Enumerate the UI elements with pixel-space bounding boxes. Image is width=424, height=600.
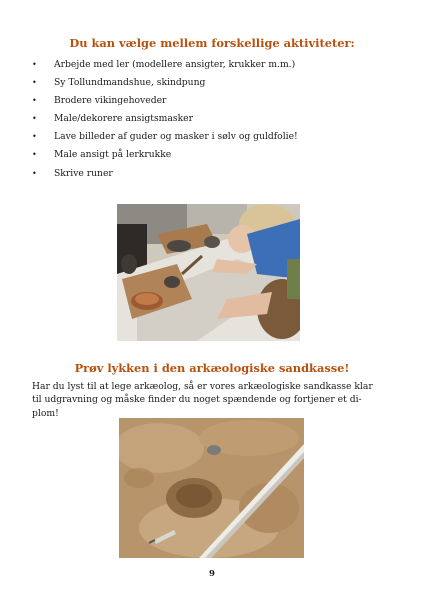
list-item-text: Arbejde med ler (modellere ansigter, krukker m.m.)	[54, 59, 296, 70]
list-item	[32, 74, 412, 92]
archaeological-sandbox-photo	[119, 418, 304, 558]
bullet-icon: •	[32, 78, 37, 88]
list-item	[32, 92, 412, 110]
bullet-icon: •	[32, 168, 37, 178]
list-item	[32, 165, 412, 183]
paragraph-line: til udgravning og måske finder du noget spændende og fortjener et di-	[32, 394, 362, 406]
list-item-text: Brodere vikingehoveder	[54, 95, 167, 107]
page-number: 9	[209, 569, 215, 579]
list-item-text: Male/dekorere ansigtsmasker	[54, 113, 193, 125]
bullet-icon: •	[32, 60, 37, 69]
paragraph-line: Har du lyst til at lege arkæolog, så er vores arkæologiske sandkasse klar	[32, 381, 373, 392]
list-item	[32, 56, 412, 74]
activities-list	[32, 56, 412, 183]
section-heading-sandbox: Prøv lykken i den arkæologiske sandkasse!	[74, 361, 350, 375]
list-item-text: Skrive runer	[54, 167, 113, 179]
list-item-text: Male ansigt på lerkrukke	[54, 149, 172, 161]
bullet-icon: •	[32, 96, 37, 106]
list-item	[32, 110, 412, 128]
sandbox-paragraph	[32, 380, 394, 420]
bullet-icon: •	[32, 150, 37, 160]
list-item	[32, 128, 412, 146]
list-item-text: Sy Tollundmandshue, skindpung	[54, 77, 206, 89]
section-heading-activities: Du kan vælge mellem forskellige aktiviteter:	[69, 36, 355, 50]
paragraph-line: plom!	[32, 407, 59, 419]
list-item-text: Lave billeder af guder og masker i sølv og guldfolie!	[54, 131, 298, 143]
bullet-icon: •	[32, 132, 37, 142]
list-item	[32, 146, 412, 164]
children-modelling-clay-photo	[117, 204, 300, 341]
bullet-icon: •	[32, 114, 37, 124]
